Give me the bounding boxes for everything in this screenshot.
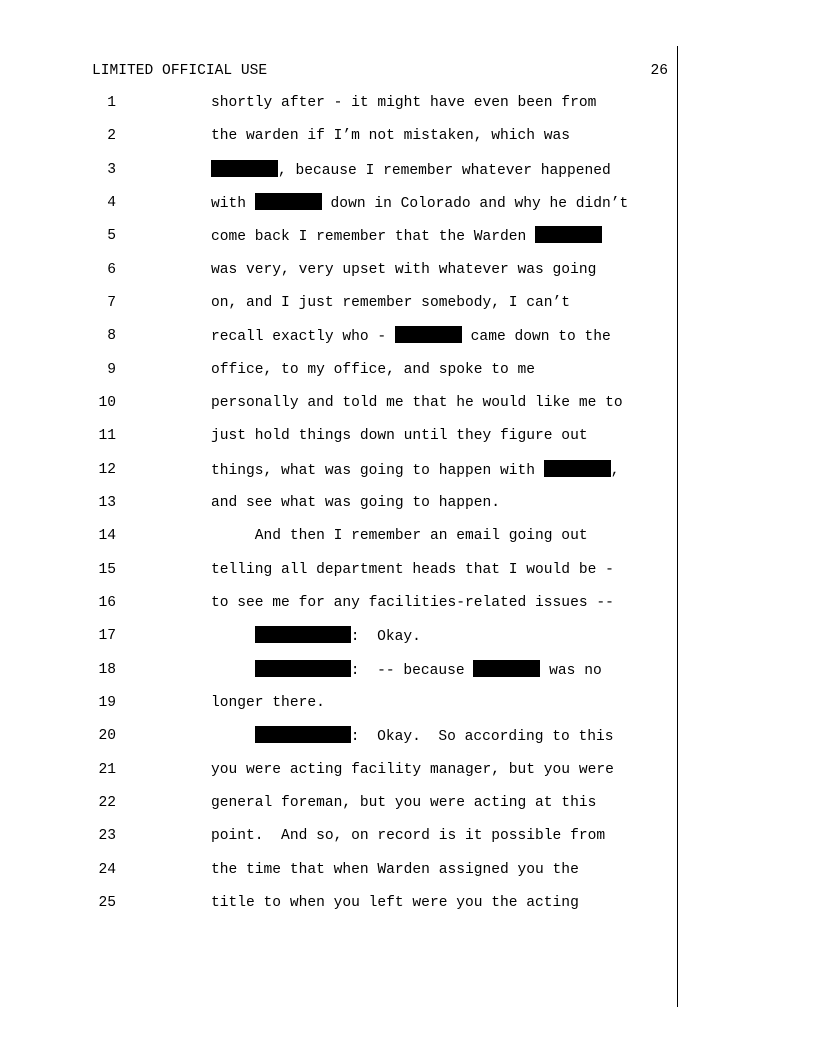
text-segment: and see what was going to happen. <box>211 495 501 511</box>
line-number: 1 <box>107 95 116 111</box>
line-number: 14 <box>98 528 116 544</box>
transcript-line <box>0 426 700 446</box>
text-segment: was no <box>540 663 602 679</box>
text-segment: shortly after - it might have even been from <box>211 95 597 111</box>
text-segment: And then I remember an email going out <box>211 528 588 544</box>
transcript-line <box>0 226 700 246</box>
text-segment: general foreman, but you were acting at this <box>211 795 597 811</box>
transcript-line <box>0 326 700 346</box>
redaction-box <box>255 193 322 210</box>
text-segment: come back I remember that the Warden <box>211 229 536 245</box>
line-number: 6 <box>107 262 116 278</box>
text-segment: title to when you left were you the acting <box>211 895 579 911</box>
transcript-line <box>0 826 700 846</box>
line-number: 16 <box>98 595 116 611</box>
line-number: 3 <box>107 162 116 178</box>
transcript-line <box>0 160 700 180</box>
line-number: 21 <box>98 762 116 778</box>
line-text <box>211 493 500 513</box>
line-text <box>211 193 628 214</box>
text-segment: you were acting facility manager, but you were <box>211 762 614 778</box>
transcript-line <box>0 860 700 880</box>
line-number: 19 <box>98 695 116 711</box>
text-segment: , <box>610 463 620 479</box>
transcript-line <box>0 726 700 746</box>
transcript-line <box>0 526 700 546</box>
transcript-line <box>0 760 700 780</box>
page-header <box>92 62 668 80</box>
redaction-box <box>395 326 462 343</box>
line-text <box>211 593 614 613</box>
line-number: 11 <box>98 428 116 444</box>
line-number: 17 <box>98 628 116 644</box>
redaction-box <box>255 626 351 643</box>
text-segment: , because I remember whatever happened <box>278 163 611 179</box>
transcript-line <box>0 393 700 413</box>
text-segment: point. And so, on record is it possible from <box>211 828 606 844</box>
transcript-line <box>0 660 700 680</box>
text-segment: office, to my office, and spoke to me <box>211 362 536 378</box>
line-text <box>211 693 325 713</box>
line-text <box>211 126 570 146</box>
text-segment: : Okay. So according to this <box>350 729 614 745</box>
text-segment: to see me for any facilities-related issues -- <box>211 595 614 611</box>
redaction-box <box>535 226 602 243</box>
redaction-box <box>544 460 611 477</box>
line-text <box>211 793 596 813</box>
line-number: 23 <box>98 828 116 844</box>
line-number: 25 <box>98 895 116 911</box>
line-number: 20 <box>98 728 116 744</box>
redaction-box <box>211 160 278 177</box>
transcript-line <box>0 126 700 146</box>
text-segment: came down to the <box>461 329 611 345</box>
transcript-line <box>0 93 700 113</box>
transcript-line <box>0 626 700 646</box>
transcript-line <box>0 893 700 913</box>
text-segment <box>211 629 255 645</box>
line-number: 4 <box>107 195 116 211</box>
transcript-line <box>0 193 700 213</box>
line-number: 22 <box>98 795 116 811</box>
text-segment: personally and told me that he would like me to <box>211 395 623 411</box>
text-segment: just hold things down until they figure out <box>211 428 588 444</box>
transcript-line <box>0 293 700 313</box>
line-number: 24 <box>98 862 116 878</box>
line-text <box>211 660 602 681</box>
line-number: 12 <box>98 462 116 478</box>
line-number: 13 <box>98 495 116 511</box>
line-text <box>211 726 614 747</box>
line-number: 9 <box>107 362 116 378</box>
transcript-line <box>0 593 700 613</box>
text-segment: the time that when Warden assigned you the <box>211 862 579 878</box>
line-text <box>211 826 605 846</box>
text-segment: on, and I just remember somebody, I can’t <box>211 295 571 311</box>
transcript-line <box>0 493 700 513</box>
classification-marking: LIMITED OFFICIAL USE <box>92 63 268 79</box>
line-text <box>211 526 588 546</box>
redaction-box <box>255 660 351 677</box>
line-text <box>211 226 602 247</box>
line-text <box>211 860 579 880</box>
text-segment <box>211 729 255 745</box>
line-text <box>211 626 421 647</box>
line-text <box>211 160 611 181</box>
line-number: 2 <box>107 128 116 144</box>
text-segment: : Okay. <box>350 629 421 645</box>
line-text <box>211 293 570 313</box>
text-segment: recall exactly who - <box>211 329 395 345</box>
line-text <box>211 426 588 446</box>
transcript-line <box>0 460 700 480</box>
line-text <box>211 893 579 913</box>
line-number: 10 <box>98 395 116 411</box>
line-text <box>211 93 596 113</box>
line-number: 5 <box>107 228 116 244</box>
line-number: 8 <box>107 328 116 344</box>
line-text <box>211 393 623 413</box>
text-segment: down in Colorado and why he didn’t <box>321 196 629 212</box>
text-segment: was very, very upset with whatever was going <box>211 262 597 278</box>
line-number: 7 <box>107 295 116 311</box>
line-text <box>211 326 611 347</box>
text-segment: telling all department heads that I would be - <box>211 562 614 578</box>
line-text <box>211 260 596 280</box>
redaction-box <box>255 726 351 743</box>
line-text <box>211 360 535 380</box>
text-segment: longer there. <box>211 695 325 711</box>
line-text <box>211 760 614 780</box>
line-text <box>211 460 620 481</box>
line-text <box>211 560 614 580</box>
text-segment: the warden if I’m not mistaken, which was <box>211 128 571 144</box>
transcript-line <box>0 693 700 713</box>
transcript-line <box>0 360 700 380</box>
line-number: 15 <box>98 562 116 578</box>
redaction-box <box>473 660 540 677</box>
transcript-line <box>0 560 700 580</box>
page-number: 26 <box>650 63 668 79</box>
text-segment <box>211 663 255 679</box>
transcript-line <box>0 793 700 813</box>
text-segment: : -- because <box>350 663 474 679</box>
text-segment: with <box>211 196 255 212</box>
text-segment: things, what was going to happen with <box>211 463 544 479</box>
line-number: 18 <box>98 662 116 678</box>
transcript-line <box>0 260 700 280</box>
